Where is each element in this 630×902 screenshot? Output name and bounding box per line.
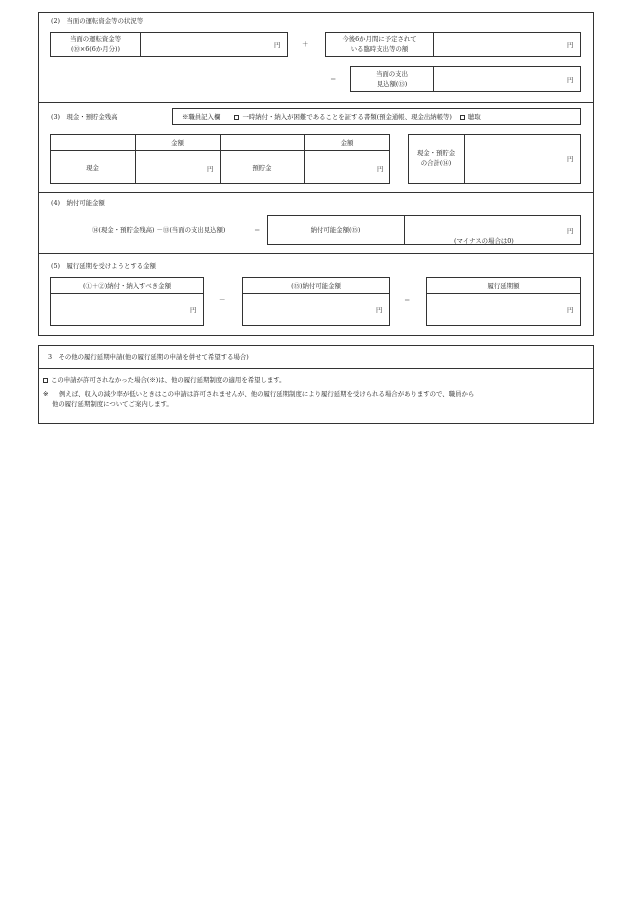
other-deferral-checkbox[interactable]	[43, 378, 48, 383]
other-deferral-note-mark: ※	[43, 390, 49, 398]
hearing-label: 聴取	[468, 113, 481, 121]
expected-expense-label-line2: 見込額(⑬)	[376, 80, 408, 88]
equals-sign-2: ＝	[330, 75, 337, 83]
temporary-expense-input[interactable]	[433, 32, 581, 57]
cash-label: 現金	[86, 164, 99, 172]
deferral-amount-input[interactable]	[428, 294, 579, 324]
temporary-expense-label-line2: いる臨時支出等の額	[350, 45, 409, 53]
cash-total-input[interactable]	[465, 135, 580, 183]
operating-funds-input[interactable]	[140, 32, 288, 57]
payable-15-label: (⑮)納付可能金額	[291, 282, 341, 290]
cash-yen: 円	[207, 165, 214, 173]
amount-due-input[interactable]	[51, 294, 203, 325]
temporary-expense-label-line1: 今後6か月間に予定されて	[342, 35, 417, 43]
equals-sign-5: ＝	[404, 296, 411, 304]
payable-formula: ⑭(現金・預貯金残高) －⑬(当面の支出見込額)	[92, 226, 226, 234]
divider-2-3	[38, 102, 594, 103]
divider-3-4	[38, 192, 594, 193]
section-3-title: (3) 現金・預貯金残高	[51, 113, 118, 121]
section-5-title: (5) 履行延期を受けようとする金額	[51, 262, 156, 270]
operating-funds-yen: 円	[274, 41, 281, 49]
payable-15-input[interactable]	[243, 294, 389, 325]
payable-amount-yen: 円	[567, 227, 574, 235]
amount-due-label: (①＋②)納付・納入すべき金額	[83, 282, 171, 290]
proof-document-checkbox[interactable]	[234, 115, 239, 120]
other-deferral-title: 3 その他の履行延期申請(他の履行延期の申請を併せて希望する場合)	[48, 353, 249, 361]
payable-15-yen: 円	[376, 306, 383, 314]
cash-table-vline2	[220, 134, 221, 184]
operating-funds-label-line1: 当面の運転資金等	[69, 35, 122, 43]
divider-4-5	[38, 253, 594, 254]
other-deferral-header-line	[38, 368, 594, 369]
deferral-amount-yen: 円	[567, 306, 574, 314]
proof-document-label: 一時納付・納入が困難であることを証する書類(預金通帳、現金出納帳等)	[242, 113, 452, 121]
amount-due-yen: 円	[190, 306, 197, 314]
other-deferral-option	[43, 376, 286, 384]
other-deferral-checkbox-label: この申請が許可されなかった場合(※)は、他の履行延期制度の適用を希望します。	[51, 376, 286, 384]
plus-sign: ＋	[302, 40, 309, 48]
expected-expense-label-line1: 当面の支出	[376, 70, 408, 78]
cash-total-yen: 円	[567, 155, 574, 163]
payable-minus-note: (マイナスの場合は0)	[454, 237, 514, 245]
expected-expense-yen: 円	[567, 76, 574, 84]
deferral-amount-label: 履行延期額	[487, 282, 520, 290]
other-deferral-note-line2: 他の履行延期制度についてご案内します。	[52, 400, 173, 408]
staff-note-text	[182, 113, 481, 121]
section-2-title: (2) 当面の運転資金等の状況等	[51, 17, 144, 25]
hearing-checkbox[interactable]	[460, 115, 465, 120]
section-4-title: (4) 納付可能金額	[51, 199, 105, 207]
cash-amount-header: 金額	[171, 139, 184, 147]
other-deferral-note-line1: 例えば、収入の減少率が低いときはこの申請は許可されませんが、他の履行延期制度により履行延期を受けられる場合がありますので、職員から	[59, 390, 475, 398]
deposit-label: 預貯金	[252, 164, 272, 172]
payable-amount-label: 納付可能金額(⑮)	[310, 226, 361, 234]
staff-note-prefix: ※職員記入欄	[182, 113, 221, 121]
deposit-amount-header: 金額	[340, 139, 354, 147]
minus-sign: －	[219, 296, 226, 304]
equals-sign-4: ＝	[254, 226, 261, 234]
cash-total-label-line1: 現金・預貯金	[416, 149, 456, 157]
temporary-expense-yen: 円	[567, 41, 574, 49]
operating-funds-label-line2: (⑩×6(6か月分))	[70, 45, 121, 53]
cash-total-label-line2: の合計(⑭)	[420, 159, 452, 167]
expected-expense-input[interactable]	[433, 66, 581, 92]
deposit-yen: 円	[377, 165, 384, 173]
